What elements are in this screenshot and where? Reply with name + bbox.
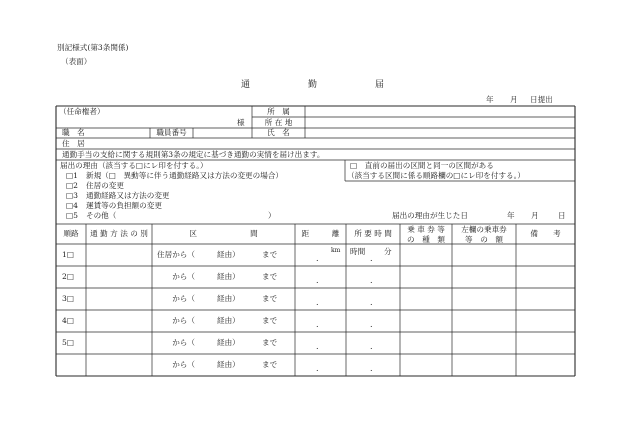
route-to-label: まで bbox=[262, 294, 278, 303]
distance-decimal-point: . bbox=[316, 276, 319, 285]
minutes-label: 分 bbox=[384, 247, 392, 256]
time-decimal-point: . bbox=[370, 276, 373, 285]
declaration-text: 通勤手当の支給に関する規則第3条の規定に基づき通勤の実情を届け出ます。 bbox=[62, 150, 325, 159]
other-reason-close: ） bbox=[268, 211, 276, 220]
time-decimal-point: . bbox=[370, 364, 373, 373]
title-char: 届 bbox=[374, 80, 384, 90]
staff-no-label: 職員番号 bbox=[156, 128, 187, 137]
route-to-label: まで bbox=[262, 272, 278, 281]
reason-option-label: 新規（□ 異動等に伴う通勤経路又は方法の変更の場合） bbox=[86, 171, 284, 180]
title-char: 勤 bbox=[307, 80, 317, 90]
time-decimal-point: . bbox=[370, 254, 373, 263]
column-header-method: 通 勤 方 法 の 別 bbox=[90, 229, 148, 238]
page-title bbox=[241, 81, 384, 90]
route-via-label: 経由） bbox=[217, 272, 240, 281]
column-header-distance: 距 離 bbox=[301, 229, 340, 238]
route-to-label: まで bbox=[262, 250, 278, 259]
route-order-checkbox: 5□ bbox=[62, 338, 75, 347]
appointer-label: （任命権者） bbox=[59, 107, 105, 116]
table-row bbox=[56, 310, 575, 332]
reason-option-label: 住居の変更 bbox=[86, 181, 124, 190]
route-to-label: まで bbox=[262, 360, 278, 369]
route-from-label: から（ bbox=[172, 272, 195, 281]
address-label: 住 居 bbox=[62, 139, 85, 148]
route-via-label: 経由） bbox=[217, 360, 240, 369]
occurred-year-label: 年 bbox=[507, 211, 515, 220]
form-reference: 別記様式(第3条関係) bbox=[57, 43, 129, 52]
reason-checkbox: □1 bbox=[66, 171, 79, 180]
route-from-label: から（ bbox=[172, 316, 195, 325]
column-header-order: 順路 bbox=[63, 229, 79, 238]
reason-option-label: 通勤経路又は方法の変更 bbox=[86, 191, 170, 200]
post-label: 職 名 bbox=[62, 128, 85, 137]
column-header-ticket-type: の 種 類 bbox=[407, 235, 445, 244]
reason-checkbox: □2 bbox=[66, 181, 79, 190]
route-order-checkbox: 2□ bbox=[62, 272, 75, 281]
route-from-label: から（ bbox=[172, 294, 195, 303]
route-via-label: 経由） bbox=[217, 250, 240, 259]
time-decimal-point: . bbox=[370, 342, 373, 351]
submit-year-label: 年 bbox=[486, 95, 494, 104]
time-decimal-point: . bbox=[370, 298, 373, 307]
column-header-ticket-amount: 左欄の乗車券 bbox=[461, 225, 507, 234]
reason-checkbox: □4 bbox=[66, 201, 79, 210]
time-decimal-point: . bbox=[370, 320, 373, 329]
column-header-time: 所 要 時 間 bbox=[354, 229, 392, 238]
route-order-checkbox: 3□ bbox=[62, 294, 75, 303]
route-from-label: から（ bbox=[172, 338, 195, 347]
occurred-month-label: 月 bbox=[531, 211, 539, 220]
reason-checkbox: □3 bbox=[66, 191, 79, 200]
reason-option-label: 運賃等の負担額の変更 bbox=[86, 201, 162, 210]
submit-day-label: 日提出 bbox=[530, 95, 553, 104]
route-via-label: 経由） bbox=[217, 338, 240, 347]
reason-option-label: その他（ bbox=[86, 211, 117, 220]
same-route-checkbox-label: □ 直前の届出の区間と同一の区間がある bbox=[350, 161, 494, 170]
reasons-heading: 届出の理由（該当する□にレ印を付する。） bbox=[60, 161, 208, 170]
same-route-note: （該当する区間に係る順路欄の□にレ印を付する。） bbox=[347, 171, 526, 180]
table-row bbox=[56, 354, 575, 376]
route-to-label: まで bbox=[262, 316, 278, 325]
distance-decimal-point: . bbox=[316, 298, 319, 307]
column-header-ticket-amount: 等 の 額 bbox=[465, 235, 503, 244]
column-header-section: 区 間 bbox=[189, 229, 258, 238]
occurred-date-label: 届出の理由が生じた日 bbox=[392, 211, 468, 220]
distance-unit-label: km bbox=[331, 247, 341, 254]
route-via-label: 経由） bbox=[217, 294, 240, 303]
distance-decimal-point: . bbox=[316, 320, 319, 329]
submit-month-label: 月 bbox=[510, 95, 518, 104]
route-from-label: 住居から（ bbox=[157, 250, 195, 259]
distance-decimal-point: . bbox=[316, 254, 319, 263]
table-row bbox=[56, 332, 575, 354]
table-row bbox=[56, 244, 575, 266]
table-row bbox=[56, 288, 575, 310]
location-label: 所 在 地 bbox=[264, 118, 293, 127]
distance-decimal-point: . bbox=[316, 364, 319, 373]
hours-label: 時間 bbox=[350, 247, 366, 256]
reason-checkbox: □5 bbox=[66, 211, 79, 220]
route-from-label: から（ bbox=[172, 360, 195, 369]
honorific-label: 様 bbox=[237, 118, 245, 127]
route-order-checkbox: 4□ bbox=[62, 316, 75, 325]
route-via-label: 経由） bbox=[217, 316, 240, 325]
occurred-day-label: 日 bbox=[558, 211, 566, 220]
page-side-label: （表面） bbox=[61, 57, 92, 66]
title-char: 通 bbox=[241, 80, 251, 90]
column-header-remarks: 備 考 bbox=[530, 229, 561, 238]
table-row bbox=[56, 266, 575, 288]
route-to-label: まで bbox=[262, 338, 278, 347]
column-header-ticket-type: 乗 車 券 等 bbox=[407, 225, 445, 234]
name-label: 氏 名 bbox=[267, 128, 290, 137]
distance-decimal-point: . bbox=[316, 342, 319, 351]
dept-label: 所 属 bbox=[267, 107, 290, 116]
route-order-checkbox: 1□ bbox=[62, 250, 75, 259]
